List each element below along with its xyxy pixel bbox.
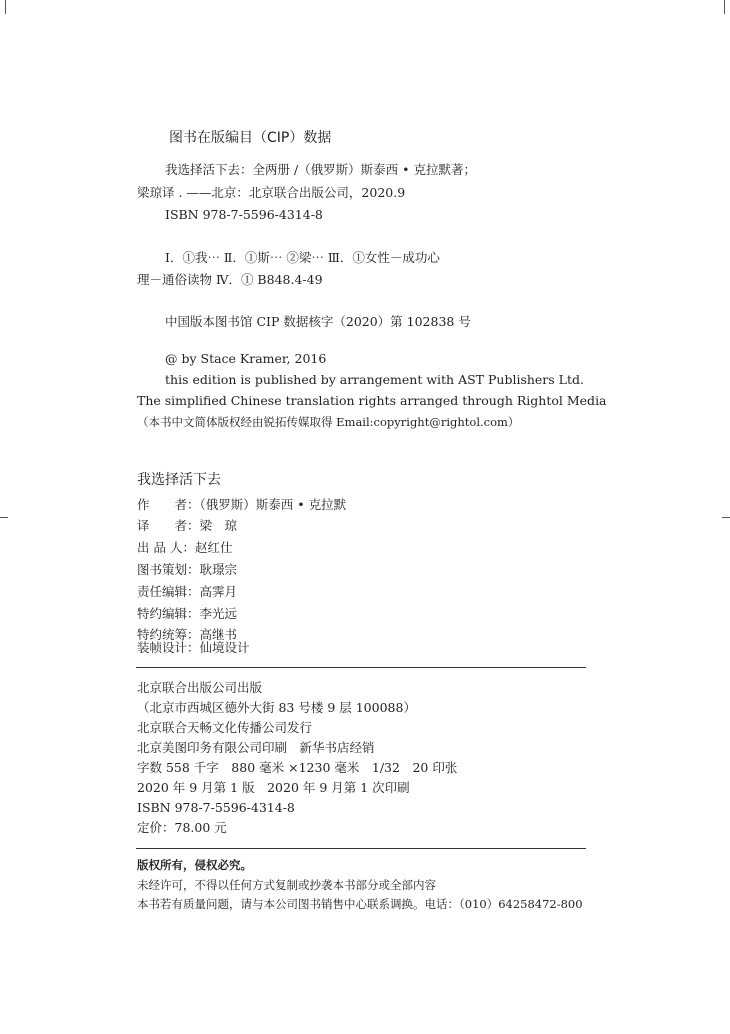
- publisher-line: （北京市西城区德外大街 83 号楼 9 层 100088）: [137, 700, 416, 715]
- divider: [136, 667, 586, 668]
- credit-line: 特约统筹：高继书: [137, 627, 238, 642]
- crop-mark: [0, 517, 8, 518]
- rights-line: this edition is published by arrangement with AST Publishers Ltd.: [165, 372, 584, 387]
- crop-mark: [722, 517, 730, 518]
- cip-line: 梁琼译 . ——北京：北京联合出版公司，2020.9: [137, 185, 406, 200]
- rights-line: @ by Stace Kramer, 2016: [165, 351, 327, 366]
- publisher-line: 定价：78.00 元: [137, 820, 227, 835]
- cip-line: Ⅰ．①我⋯ Ⅱ．①斯⋯ ②梁⋯ Ⅲ．①女性－成功心: [165, 250, 440, 265]
- rights-line: The simplified Chinese translation rights arranged through Rightol Media: [137, 393, 607, 408]
- credit-line: 作 者：（俄罗斯）斯泰西 • 克拉默: [137, 497, 347, 512]
- publisher-line: 北京联合天畅文化传播公司发行: [137, 720, 313, 735]
- cip-line: 中国版本图书馆 CIP 数据核字（2020）第 102838 号: [165, 314, 471, 329]
- cip-heading: 图书在版编目（CIP）数据: [169, 130, 332, 146]
- publisher-line: 2020 年 9 月第 1 版 2020 年 9 月第 1 次印刷: [137, 780, 410, 795]
- crop-mark: [5, 0, 6, 14]
- publisher-line: 字数 558 千字 880 毫米 ×1230 毫米 1/32 20 印张: [137, 760, 458, 775]
- cip-line: 我选择活下去：全两册 /（俄罗斯）斯泰西 • 克拉默著；: [165, 162, 477, 177]
- rights-line: （本书中文简体版权经由锐拓传媒取得 Email:copyright@rightol.com）: [137, 415, 520, 429]
- divider: [136, 848, 586, 849]
- publisher-line: 北京联合出版公司出版: [137, 680, 263, 695]
- credit-line: 出 品 人：赵红仕: [137, 540, 233, 555]
- credit-line: 装帧设计：仙境设计: [137, 640, 250, 655]
- publisher-line: ISBN 978-7-5596-4314-8: [137, 800, 295, 815]
- notice-line: 未经许可，不得以任何方式复制或抄袭本书部分或全部内容: [137, 878, 436, 892]
- credit-line: 译 者：梁 琼: [137, 518, 238, 533]
- book-title: 我选择活下去: [137, 472, 221, 488]
- notice-heading: 版权所有，侵权必究。: [137, 858, 252, 872]
- notice-line: 本书若有质量问题，请与本公司图书销售中心联系调换。电话：（010）64258472-800: [137, 897, 583, 911]
- credit-line: 特约编辑：李光远: [137, 606, 238, 621]
- crop-mark: [724, 0, 725, 14]
- credit-line: 责任编辑：高霁月: [137, 584, 238, 599]
- credit-line: 图书策划：耿璟宗: [137, 562, 238, 577]
- publisher-line: 北京美图印务有限公司印刷 新华书店经销: [137, 740, 375, 755]
- cip-line: ISBN 978-7-5596-4314-8: [165, 207, 323, 222]
- cip-line: 理－通俗读物 Ⅳ．① B848.4-49: [137, 272, 323, 287]
